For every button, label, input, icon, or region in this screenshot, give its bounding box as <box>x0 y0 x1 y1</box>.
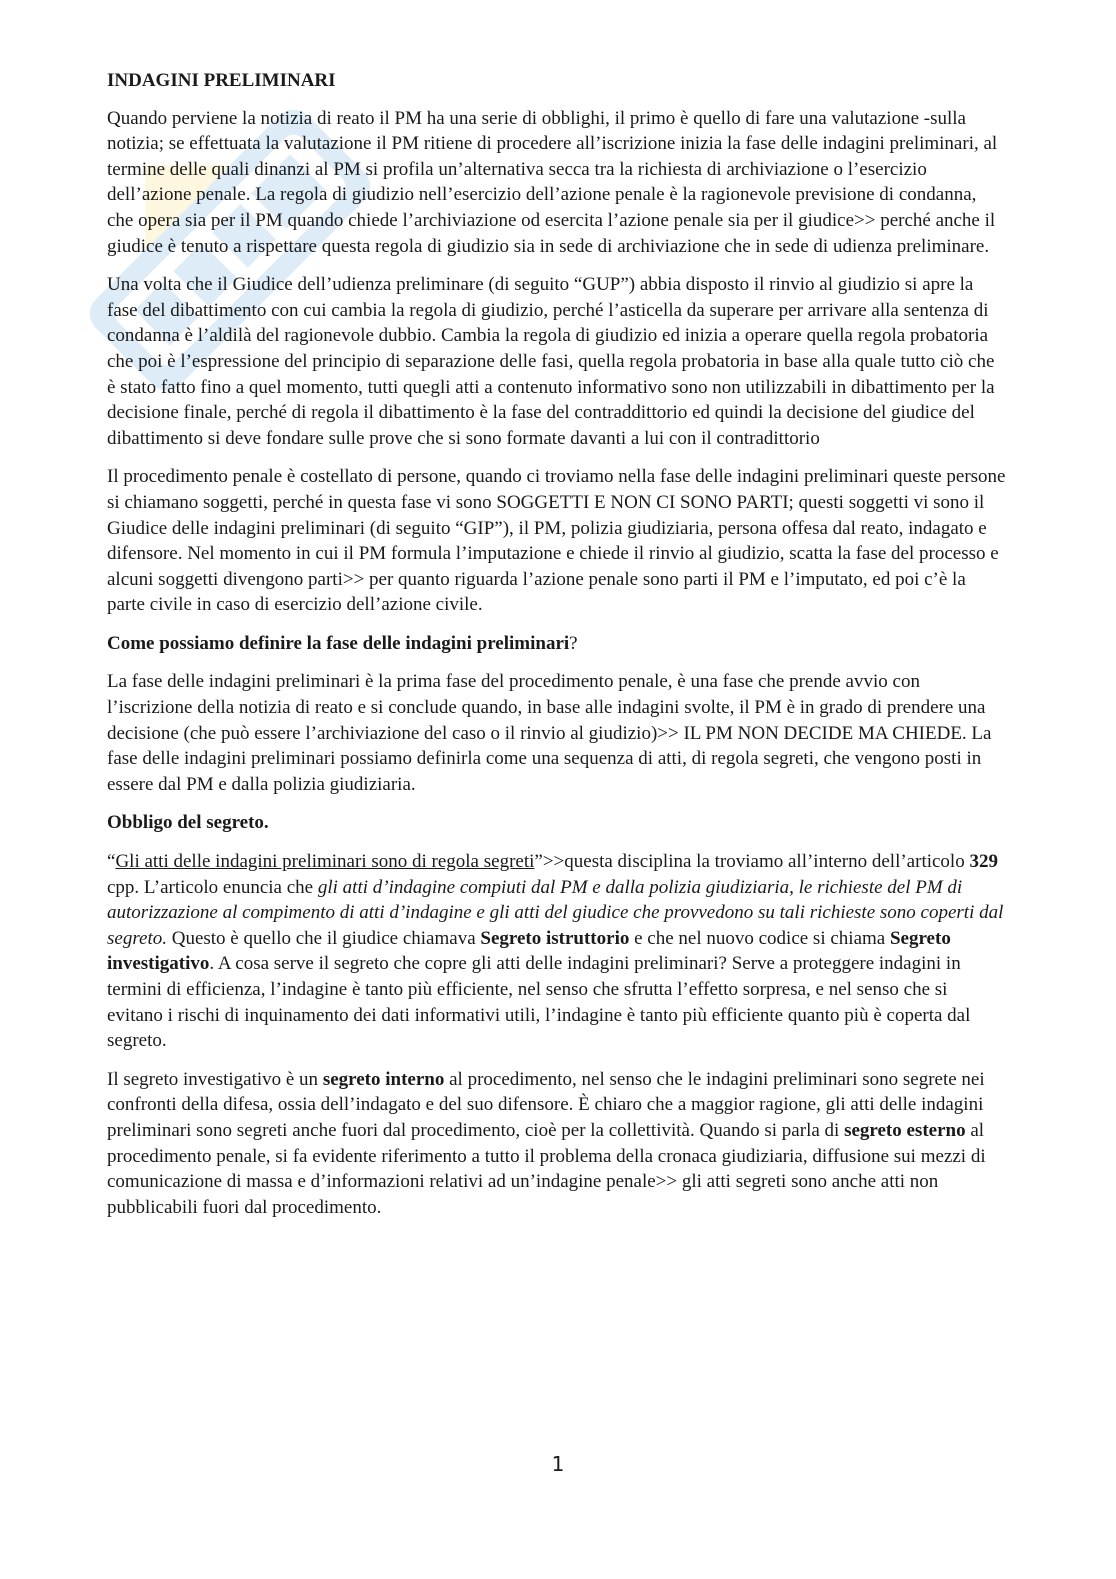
underlined-quote: Gli atti delle indagini preliminari sono di regola segreti <box>115 851 535 873</box>
paragraph-5 <box>107 849 1007 1054</box>
text-run: al procedimento, nel senso che le indagini preliminari sono segrete nei confronti della difesa, ossia dell’indagato e del suo difensore. È chiaro che a maggior ragione, gli atti delle indagini preliminari sono segreti anche fuori dal procedimento, cioè per la collettività. Quando si parla di <box>107 1068 985 1141</box>
heading-question-mark: ? <box>569 632 578 654</box>
bold-term: Segreto investigativo <box>107 927 951 975</box>
text-run: al procedimento penale, si fa evidente riferimento a tutto il problema della cronaca giudiziaria, diffusione sui mezzi di comunicazione di massa e d’informazioni relativi ad un’indagine penale>> gli atti segreti sono anche atti non pubblicabili fuori dal procedimento. <box>107 1119 986 1218</box>
paragraph-4: La fase delle indagini preliminari è la prima fase del procedimento penale, è una fase che prende avvio con l’iscrizione della notizia di reato e si conclude quando, in base alle indagini svolte, il PM è in grado di prendere una decisione (che può essere l’archiviazione del caso o il rinvio al giudizio)>> IL PM NON DECIDE MA CHIEDE. La fase delle indagini preliminari possiamo definirla come una sequenza di atti, di regola segreti, che vengono posti in essere dal PM e dalla polizia giudiziaria. <box>107 671 992 795</box>
text-run: cpp. L’articolo enuncia che <box>107 876 318 898</box>
text-run: Questo è quello che il giudice chiamava <box>166 927 481 949</box>
bold-term: segreto esterno <box>844 1119 966 1141</box>
paragraph-2: Una volta che il Giudice dell’udienza preliminare (di seguito “GUP”) abbia disposto il rinvio al giudizio si apre la fase del dibattimento con cui cambia la regola di giudizio, perché l’asticella da superare per arrivare alla sentenza di condanna è l’aldilà del ragionevole dubbio. Cambia la regola di giudizio ed inizia a operare quella regola probatoria che poi è l’espressione del principio di separazione delle fasi, quella regola probatoria in base alla quale tutto ciò che è stato fatto fino a quel momento, tutti quegli atti a contenuto informativo sono non utilizzabili in dibattimento per la decisione finale, perché di regola il dibattimento è la fase del contraddittorio ed quindi la decisione del giudice del dibattimento si deve fondare sulle prove che si sono formate davanti a lui con il contradittorio <box>107 274 995 449</box>
paragraph-3: Il procedimento penale è costellato di persone, quando ci troviamo nella fase delle indagini preliminari queste persone si chiamano soggetti, perché in questa fase vi sono SOGGETTI E NON CI SONO PARTI; questi soggetti vi sono il Giudice delle indagini preliminari (di seguito “GIP”), il PM, polizia giudiziaria, persona offesa dal reato, indagato e difensore. Nel momento in cui il PM formula l’imputazione e chiede il rinvio al giudizio, scatta la fase del processo e alcuni soggetti divengono parti>> per quanto riguarda l’azione penale sono parti il PM e l’imputato, ed poi c’è la parte civile in caso di esercizio dell’azione civile. <box>107 466 1006 616</box>
text-run: ”>>questa disciplina la troviamo all’interno dell’articolo <box>534 851 970 873</box>
text-run: . A cosa serve il segreto che copre gli atti delle indagini preliminari? Serve a proteggere indagini in termini di efficienza, l’indagine è tanto più efficiente, nel senso che sfrutta l’effetto sorpresa, e nel senso che si evitano i rischi di inquinamento dei dati informativi utili, l’indagine è tanto più efficiente quanto più è coperta dal segreto. <box>107 953 971 1052</box>
quote-open: “ <box>107 851 116 873</box>
page-number: 1 <box>551 1452 565 1476</box>
document-body <box>107 68 1007 1233</box>
text-run: Il segreto investigativo è un <box>107 1068 323 1090</box>
paragraph-1: Quando perviene la notizia di reato il PM ha una serie di obblighi, il primo è quello di fare una valutazione -sulla notizia; se effettuata la valutazione il PM ritiene di procedere all’iscrizione inizia la fase delle indagini preliminari, al termine delle quali dinanzi al PM si profila un’alternativa secca tra la richiesta di archiviazione o l’esercizio dell’azione penale. La regola di giudizio nell’esercizio dell’azione penale è la ragionevole previsione di condanna, che opera sia per il PM quando chiede l’archiviazione od esercita l’azione penale sia per il giudice>> perché anche il giudice è tenuto a rispettare questa regola di giudizio sia in sede di archiviazione che in sede di udienza preliminare. <box>107 107 998 257</box>
paragraph-6 <box>107 1067 1007 1221</box>
section-heading-segreto: Obbligo del segreto. <box>107 812 269 834</box>
article-number: 329 <box>969 851 998 873</box>
heading-text: Come possiamo definire la fase delle indagini preliminari <box>107 632 570 654</box>
document-title: INDAGINI PRELIMINARI <box>107 70 336 91</box>
text-run: e che nel nuovo codice si chiama <box>629 927 890 949</box>
bold-term: Segreto istruttorio <box>480 927 630 949</box>
italic-quote: gli atti d’indagine compiuti dal PM e dalla polizia giudiziaria, le richieste del PM di autorizzazione al compimento di atti d’indagine e gli atti del giudice che provvedono su tali richieste sono coperti dal segreto. <box>107 876 1004 949</box>
section-heading-definizione <box>107 631 1007 657</box>
bold-term: segreto interno <box>322 1068 445 1090</box>
